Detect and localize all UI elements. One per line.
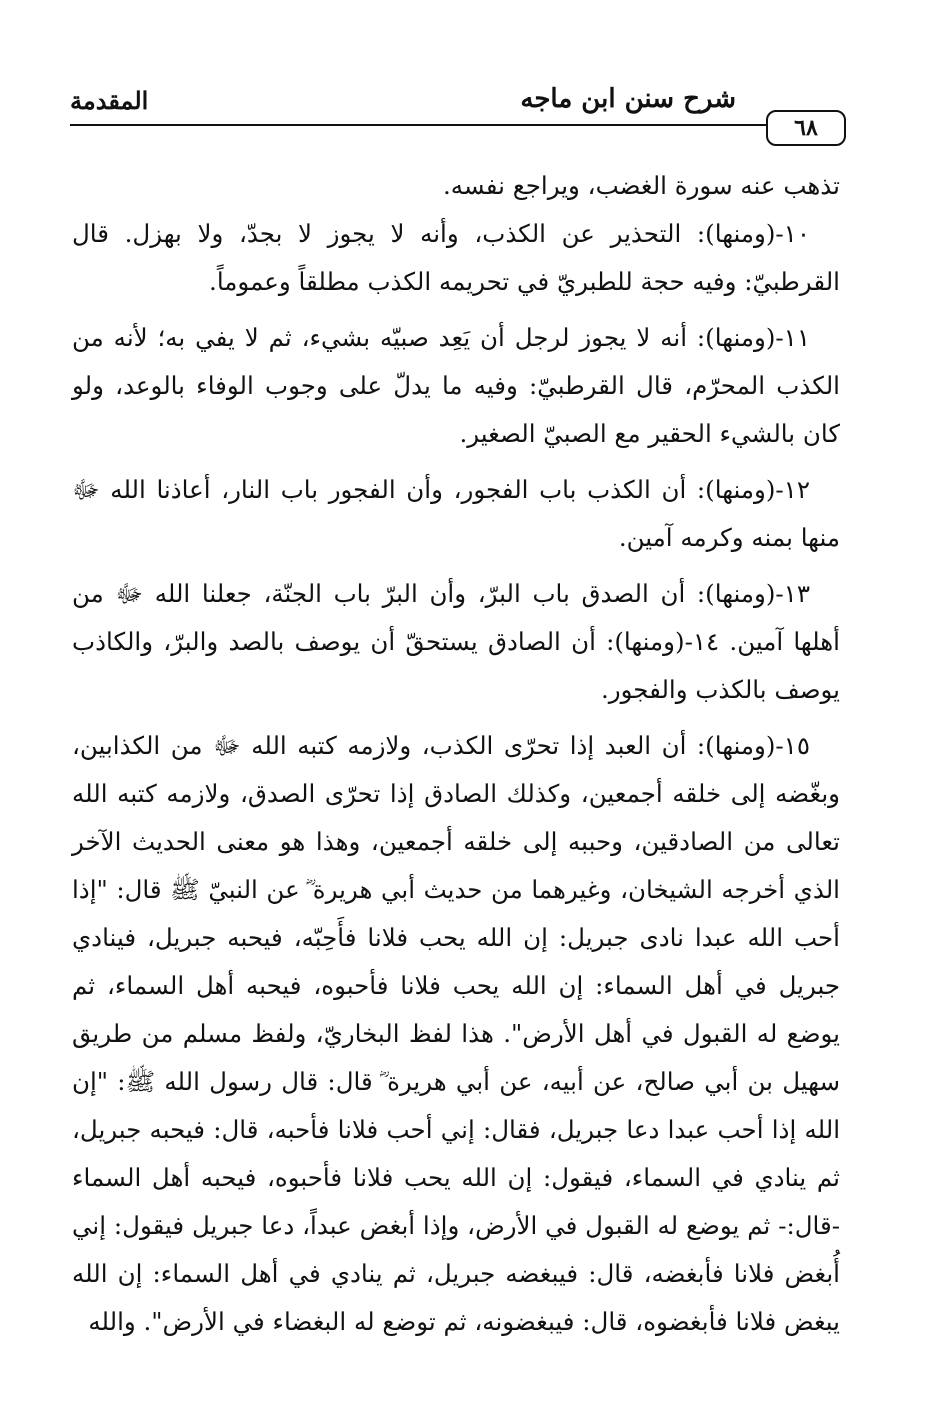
paragraph-11: ١١-(ومنها): أنه لا يجوز لرجل أن يَعِد صبيّه بشيء، ثم لا يفي به؛ لأنه من الكذب المحرّم، قال القرطبيّ: وفيه ما يدلّ على وجوب الوفاء بالوعد، ولو كان بالشيء الحقير مع الصبيّ الصغير. (72, 323, 840, 448)
running-head: المقدمة (70, 86, 149, 115)
page-header (70, 84, 846, 154)
paragraph-continuation: تذهب عنه سورة الغضب، ويراجع نفسه. (442, 171, 840, 200)
paragraph-12: ١٢-(ومنها): أن الكذب باب الفجور، وأن الفجور باب النار، أعاذنا الله ﷻ منها بمنه وكرمه آمين. (72, 475, 840, 552)
body-text (72, 162, 840, 1346)
paragraph-13-14: ١٣-(ومنها): أن الصدق باب البرّ، وأن البرّ باب الجنّة، جعلنا الله ﷻ من أهلها آمين. ١٤-(ومنها): أن الصادق يستحقّ أن يوصف بالصد والبرّ، والكاذب يوصف بالكذب والفجور. (72, 579, 840, 704)
header-rule (70, 124, 778, 126)
page-number: ٦٨ (766, 110, 846, 146)
paragraph-15: ١٥-(ومنها): أن العبد إذا تحرّى الكذب، ولازمه كتبه الله ﷻ من الكذابين، وبغّضه إلى خلقه أجمعين، وكذلك الصادق إذا تحرّى الصدق، ولازمه كتبه الله تعالى من الصادقين، وحببه إلى خلقه أجمعين، وهذا هو معنى الحديث الآخر الذي أخرجه الشيخان، وغيرهما من حديث أبي هريرة ؓ عن النبيّ ﷺ قال: "إذا أحب الله عبدا نادى جبريل: إن الله يحب فلانا فأَحِبّه، فيحبه جبريل، فينادي جبريل في أهل السماء: إن الله يحب فلانا فأحبوه، فيحبه أهل السماء، ثم يوضع له القبول في أهل الأرض". هذا لفظ البخاريّ، ولفظ مسلم من طريق سهيل بن أبي صالح، عن أبيه، عن أبي هريرة ؓ قال: قال رسول الله ﷺ: "إن الله إذا أحب عبدا دعا جبريل، فقال: إني أحب فلانا فأحبه، قال: فيحبه جبريل، ثم ينادي في السماء، فيقول: إن الله يحب فلانا فأحبوه، فيحبه أهل السماء -قال:- ثم يوضع له القبول في الأرض، وإذا أبغض عبداً، دعا جبريل فيقول: إني أُبغض فلانا فأبغضه، قال: فيبغضه جبريل، ثم ينادي في أهل السماء: إن الله يبغض فلانا فأبغضوه، قال: فيبغضونه، ثم توضع له البغضاء في الأرض". والله (72, 731, 840, 1336)
paragraph-10: ١٠-(ومنها): التحذير عن الكذب، وأنه لا يجوز لا بجدّ، ولا بهزل. قال القرطبيّ: وفيه حجة للطبريّ في تحريمه الكذب مطلقاً وعموماً. (72, 219, 840, 296)
book-title: شرح سنن ابن ماجه (520, 84, 736, 114)
